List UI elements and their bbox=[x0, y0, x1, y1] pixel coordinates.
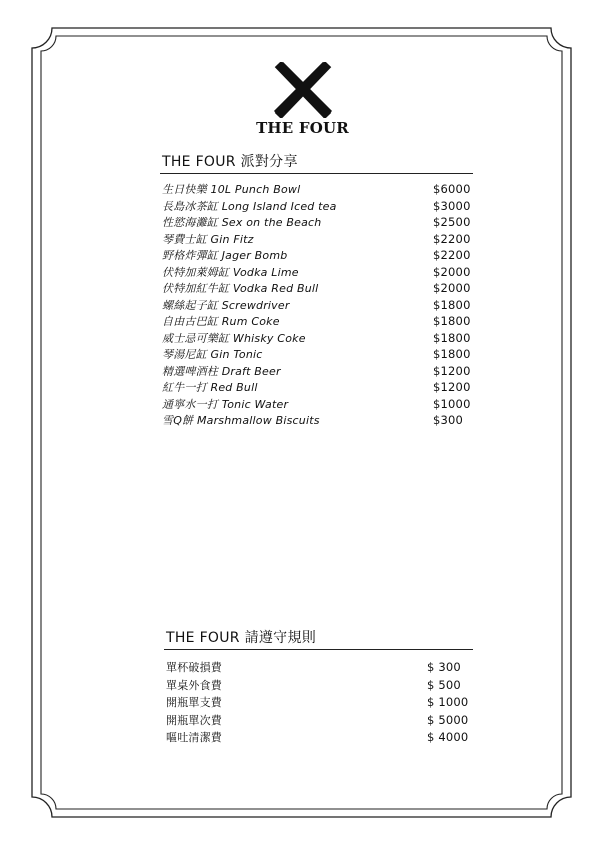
menu-item-price: $2000 bbox=[433, 281, 471, 295]
menu-item bbox=[160, 280, 473, 297]
menu-item-price: $2500 bbox=[433, 215, 471, 229]
menu-item-name: 紅牛一打 Red Bull bbox=[162, 381, 258, 394]
menu-item-name: 琴費士缸 Gin Fitz bbox=[162, 232, 254, 246]
menu-item-name: 野格炸彈缸 Jager Bomb bbox=[162, 249, 288, 262]
menu-item bbox=[160, 231, 473, 248]
menu-item-price: $1200 bbox=[433, 380, 471, 394]
menu-item-name: 長島冰茶缸 Long Island Iced tea bbox=[162, 199, 337, 213]
menu-item-name: 威士忌可樂缸 Whisky Coke bbox=[162, 331, 306, 345]
menu-item-price: $2200 bbox=[433, 231, 471, 246]
x-mark-icon bbox=[272, 62, 334, 118]
rule-item-price: $ 1000 bbox=[427, 695, 469, 709]
party-menu-list bbox=[160, 181, 473, 429]
menu-item bbox=[160, 181, 473, 198]
rule-item-price: $ 4000 bbox=[427, 730, 469, 744]
rule-item bbox=[164, 659, 473, 677]
rule-item bbox=[164, 694, 473, 712]
rule-item-price: $ 5000 bbox=[427, 712, 469, 727]
menu-item-price: $1800 bbox=[433, 297, 471, 312]
menu-item-price: $3000 bbox=[433, 198, 471, 213]
menu-item-price: $1000 bbox=[433, 396, 471, 411]
brand-name: THE FOUR bbox=[256, 119, 349, 137]
rule-item-name: 單杯破損費 bbox=[166, 661, 222, 674]
menu-item bbox=[160, 247, 473, 264]
menu-item-price: $2200 bbox=[433, 248, 471, 262]
menu-item-price: $1200 bbox=[433, 363, 471, 378]
menu-item bbox=[160, 313, 473, 330]
rule-item bbox=[164, 729, 473, 747]
brand-logo bbox=[255, 62, 350, 118]
menu-item-name: 自由古巴缸 Rum Coke bbox=[162, 315, 280, 328]
menu-item-name: 琴湯尼缸 Gin Tonic bbox=[162, 348, 263, 361]
menu-item bbox=[160, 396, 473, 413]
menu-item-name: 螺絲起子缸 Screwdriver bbox=[162, 298, 290, 312]
menu-item-name: 伏特加紅牛缸 Vodka Red Bull bbox=[162, 282, 319, 295]
menu-item bbox=[160, 412, 473, 429]
rule-item bbox=[164, 712, 473, 730]
rule-item-price: $ 500 bbox=[427, 677, 461, 692]
party-menu-title: THE FOUR 派對分享 bbox=[160, 151, 473, 174]
menu-item bbox=[160, 214, 473, 231]
rule-item-name: 開瓶單次費 bbox=[166, 713, 222, 727]
menu-item bbox=[160, 264, 473, 281]
menu-item-price: $300 bbox=[433, 413, 464, 427]
menu-item-name: 通寧水一打 Tonic Water bbox=[162, 397, 289, 411]
menu-item-price: $1800 bbox=[433, 347, 471, 361]
menu-item-name: 精選啤酒柱 Draft Beer bbox=[162, 364, 281, 378]
menu-item-price: $6000 bbox=[433, 182, 471, 196]
menu-item-price: $1800 bbox=[433, 314, 471, 328]
menu-item bbox=[160, 363, 473, 380]
party-menu-section bbox=[160, 151, 473, 429]
rules-title: THE FOUR 請遵守規則 bbox=[164, 627, 473, 650]
menu-item bbox=[160, 198, 473, 215]
menu-item bbox=[160, 346, 473, 363]
menu-item-name: 伏特加萊姆缸 Vodka Lime bbox=[162, 265, 299, 279]
rule-item-name: 開瓶單支費 bbox=[166, 696, 222, 709]
menu-item-price: $1800 bbox=[433, 330, 471, 345]
menu-item-name: 生日快樂 10L Punch Bowl bbox=[162, 183, 301, 196]
rules-list bbox=[164, 659, 473, 747]
menu-item-name: 性慾海灘缸 Sex on the Beach bbox=[162, 216, 322, 229]
rule-item-name: 單桌外食費 bbox=[166, 678, 222, 692]
menu-item-name: 雪Q餅 Marshmallow Biscuits bbox=[162, 414, 320, 427]
rules-section bbox=[164, 627, 473, 747]
menu-item bbox=[160, 297, 473, 314]
menu-item-price: $2000 bbox=[433, 264, 471, 279]
rule-item bbox=[164, 677, 473, 695]
menu-item bbox=[160, 379, 473, 396]
rule-item-price: $ 300 bbox=[427, 660, 461, 674]
menu-item bbox=[160, 330, 473, 347]
rule-item-name: 嘔吐清潔費 bbox=[166, 731, 222, 744]
